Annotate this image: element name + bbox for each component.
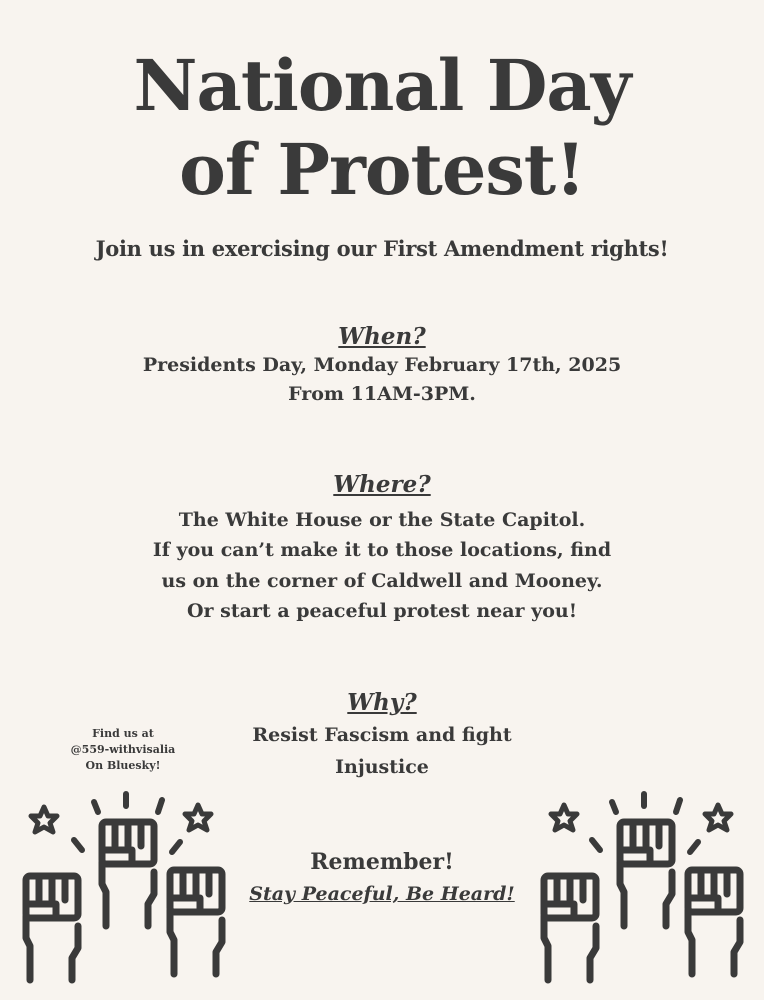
remember-heading: Remember! [310,849,454,875]
star-icon [185,805,211,830]
stay-peaceful-tagline: Stay Peaceful, Be Heard! [249,883,515,905]
star-icon [705,805,731,830]
title-line-2: of Protest! [179,128,585,211]
raised-fists-icon [14,790,249,995]
find-us-line-1: Find us at [92,727,154,740]
raised-fists-icon [532,790,764,995]
when-time: From 11AM-3PM. [288,383,476,405]
where-line-1: The White House or the State Capitol. [178,509,586,531]
why-line-2: Injustice [335,756,429,778]
when-date: Presidents Day, Monday February 17th, 2025 [142,354,622,376]
where-heading: Where? [333,471,431,498]
star-icon [31,807,57,832]
where-line-4: Or start a peaceful protest near you! [186,600,578,622]
where-line-3: us on the corner of Caldwell and Mooney. [161,570,603,592]
why-line-1: Resist Fascism and fight [252,724,512,746]
find-us-line-3: On Bluesky! [85,759,161,772]
find-us-handle: @559-withvisalia [70,743,176,756]
subtitle: Join us in exercising our First Amendment rights! [95,236,669,261]
title-line-1: National Day [133,44,631,127]
when-heading: When? [338,323,426,350]
why-heading: Why? [347,689,417,716]
where-line-2: If you can’t make it to those locations, find [152,539,612,561]
star-icon [551,805,577,830]
